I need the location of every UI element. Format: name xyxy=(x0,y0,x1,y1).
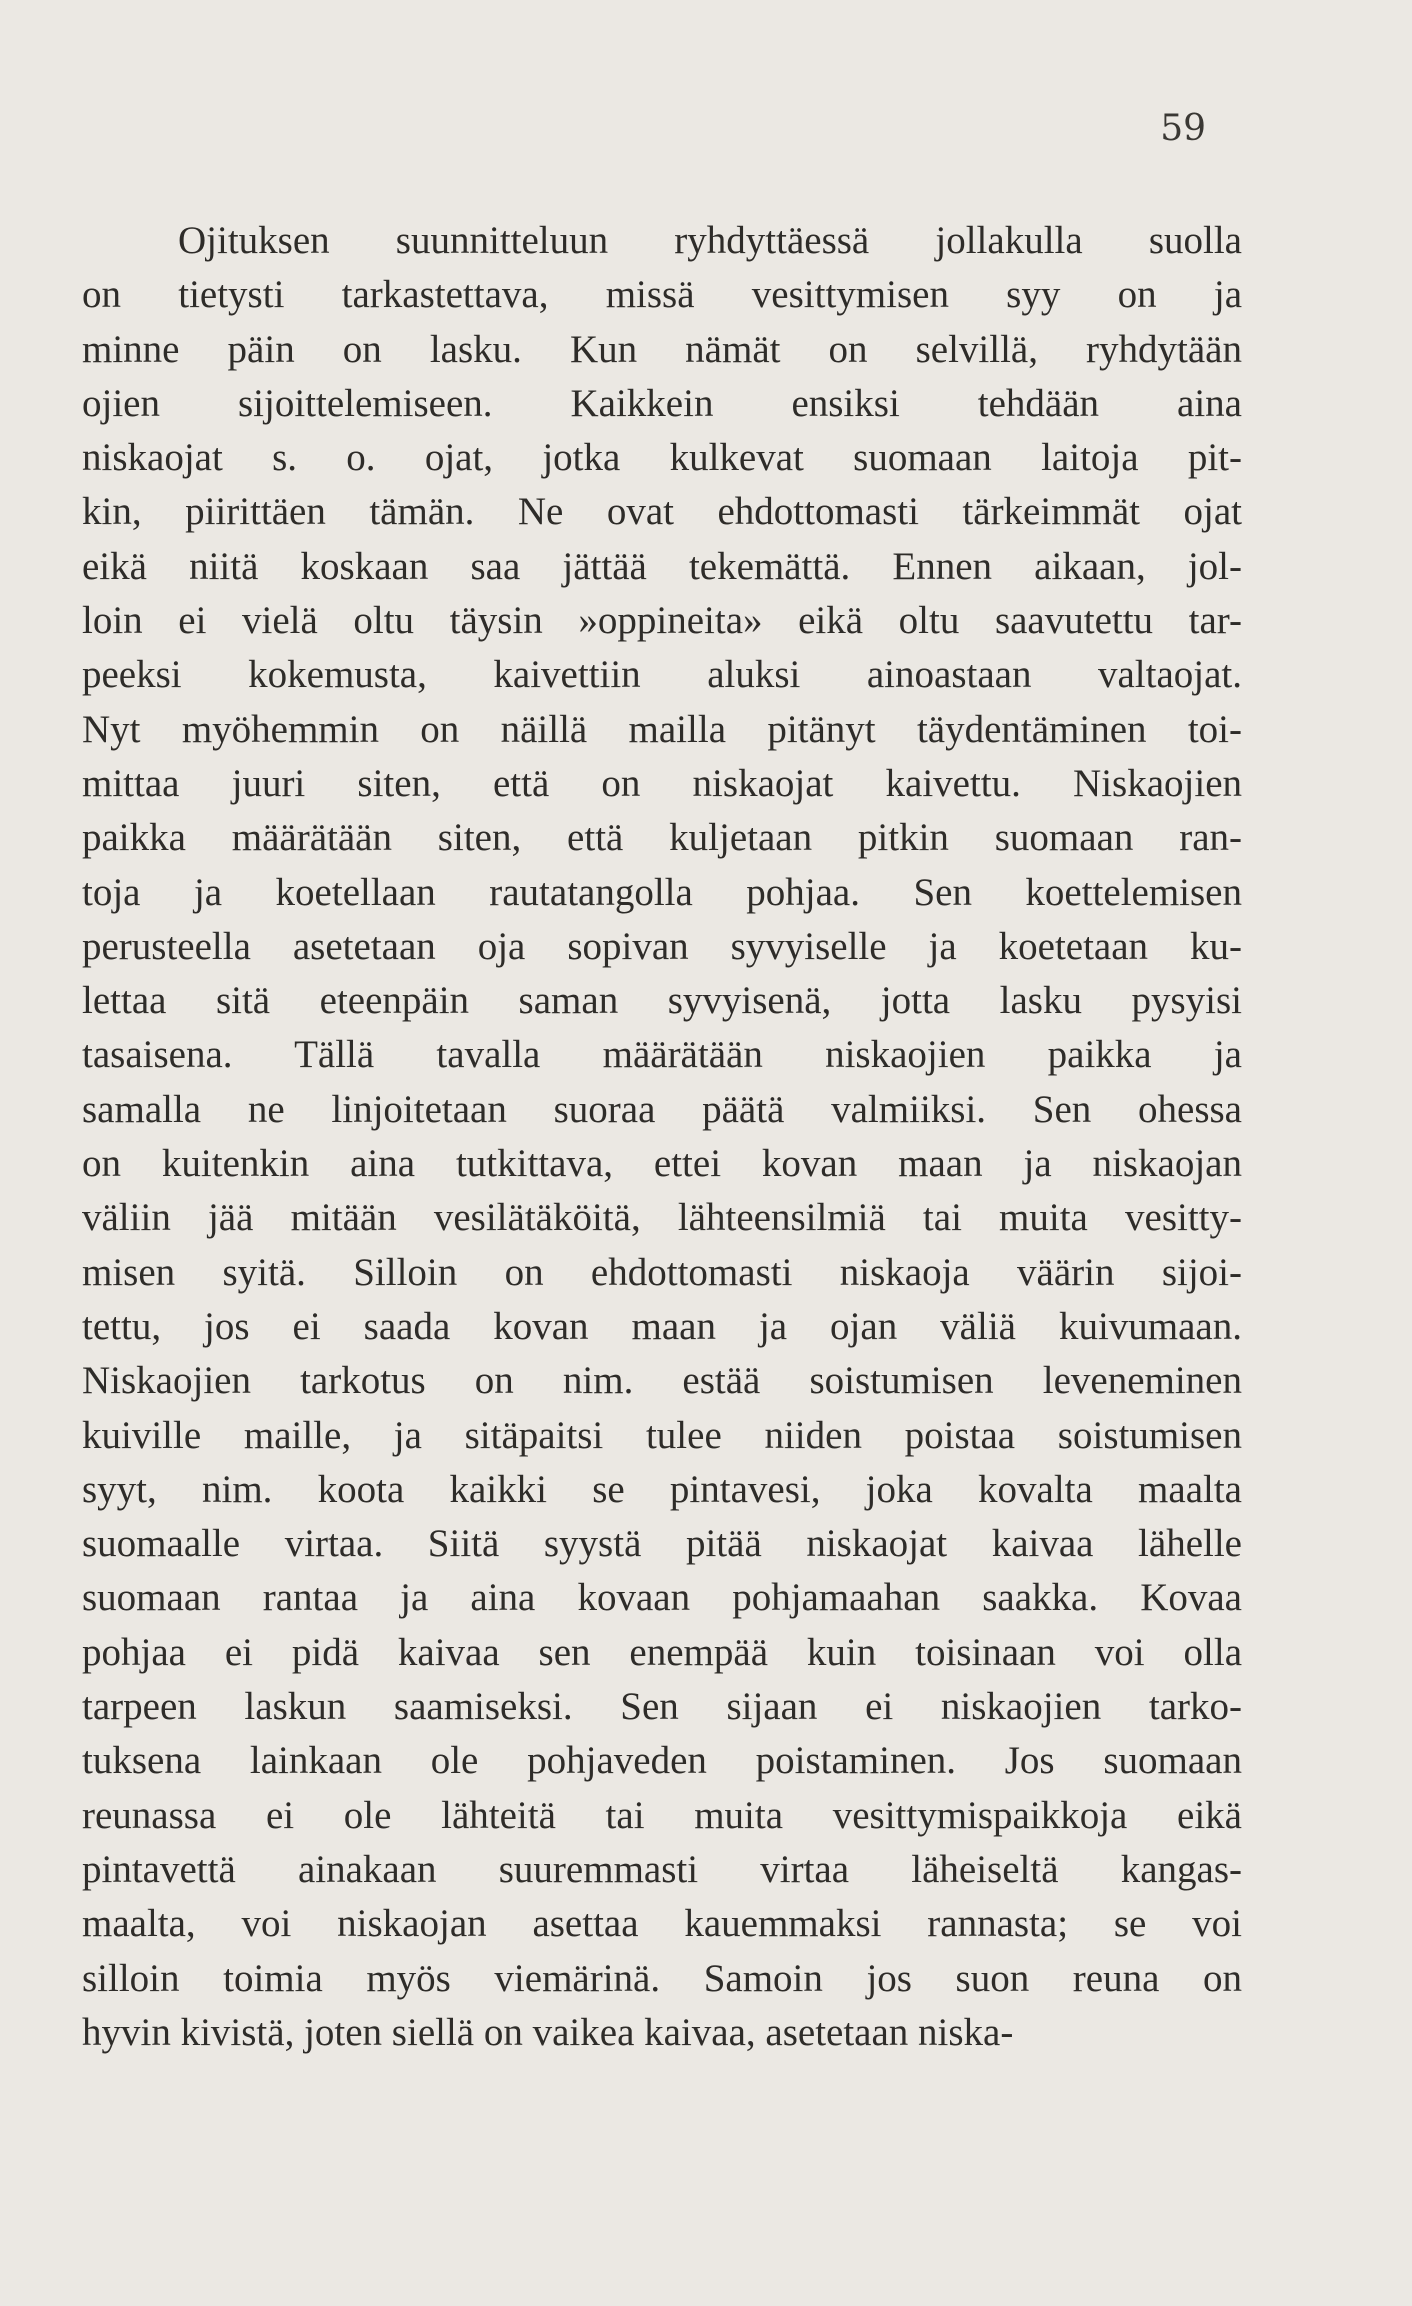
text-line: on tietysti tarkastettava, missä vesittymisen syy on ja xyxy=(82,273,1242,317)
text-line: samalla ne linjoitetaan suoraa päätä valmiiksi. Sen ohessa xyxy=(82,1087,1242,1131)
text-line: pintavettä ainakaan suuremmasti virtaa läheiseltä kangas- xyxy=(82,1847,1242,1891)
text-line: hyvin kivistä, joten siellä on vaikea kaivaa, asetetaan niska- xyxy=(82,2010,1014,2054)
text-line: on kuitenkin aina tutkittava, ettei kovan maan ja niskaojan xyxy=(82,1142,1242,1186)
text-line: reunassa ei ole lähteitä tai muita vesittymispaikkoja eikä xyxy=(82,1793,1242,1837)
text-line: pohjaa ei pidä kaivaa sen enempää kuin toisinaan voi olla xyxy=(82,1630,1242,1674)
text-line: tarpeen laskun saamiseksi. Sen sijaan ei niskaojien tarko- xyxy=(82,1685,1242,1729)
text-line: mittaa juuri siten, että on niskaojat kaivettu. Niskaojien xyxy=(82,761,1242,805)
text-line: perusteella asetetaan oja sopivan syvyiselle ja koetetaan ku- xyxy=(82,924,1242,968)
text-line: eikä niitä koskaan saa jättää tekemättä. Ennen aikaan, jol- xyxy=(82,544,1242,588)
text-line: peeksi kokemusta, kaivettiin aluksi ainoastaan valtaojat. xyxy=(82,653,1242,697)
text-line: suomaalle virtaa. Siitä syystä pitää niskaojat kaivaa lähelle xyxy=(82,1522,1242,1566)
text-line: niskaojat s. o. ojat, jotka kulkevat suomaan laitoja pit- xyxy=(82,436,1242,480)
text-line: loin ei vielä oltu täysin »oppineita» eikä oltu saavutettu tar- xyxy=(82,599,1242,643)
body-text xyxy=(82,214,1242,2060)
text-line: syyt, nim. koota kaikki se pintavesi, joka kovalta maalta xyxy=(82,1467,1242,1511)
text-line: minne päin on lasku. Kun nämät on selvillä, ryhdytään xyxy=(82,327,1242,371)
text-line: paikka määrätään siten, että kuljetaan pitkin suomaan ran- xyxy=(82,816,1242,860)
text-line: suomaan rantaa ja aina kovaan pohjamaahan saakka. Kovaa xyxy=(82,1576,1242,1620)
text-line: silloin toimia myös viemärinä. Samoin jos suon reuna on xyxy=(82,1956,1242,2000)
text-line: tuksena lainkaan ole pohjaveden poistaminen. Jos suomaan xyxy=(82,1739,1242,1783)
text-line: Nyt myöhemmin on näillä mailla pitänyt täydentäminen toi- xyxy=(82,707,1242,751)
text-line: Ojituksen suunnitteluun ryhdyttäessä jollakulla suolla xyxy=(178,219,1242,262)
text-line: Niskaojien tarkotus on nim. estää soistumisen leveneminen xyxy=(82,1359,1242,1403)
text-line: toja ja koetellaan rautatangolla pohjaa. Sen koettelemisen xyxy=(82,870,1242,914)
text-line: lettaa sitä eteenpäin saman syvyisenä, jotta lasku pysyisi xyxy=(82,979,1242,1023)
page-number: 59 xyxy=(1160,108,1206,149)
text-line: kin, piirittäen tämän. Ne ovat ehdottomasti tärkeimmät ojat xyxy=(82,490,1242,534)
text-line: ojien sijoittelemiseen. Kaikkein ensiksi tehdään aina xyxy=(82,381,1242,425)
text-line: tettu, jos ei saada kovan maan ja ojan väliä kuivumaan. xyxy=(82,1304,1242,1348)
text-line: tasaisena. Tällä tavalla määrätään niskaojien paikka ja xyxy=(82,1033,1242,1077)
text-line: maalta, voi niskaojan asettaa kauemmaksi rannasta; se voi xyxy=(82,1902,1242,1946)
text-line: väliin jää mitään vesilätäköitä, lähteensilmiä tai muita vesitty- xyxy=(82,1196,1242,1240)
text-line: misen syitä. Silloin on ehdottomasti niskaoja väärin sijoi- xyxy=(82,1250,1242,1294)
text-line: kuiville maille, ja sitäpaitsi tulee niiden poistaa soistumisen xyxy=(82,1413,1242,1457)
